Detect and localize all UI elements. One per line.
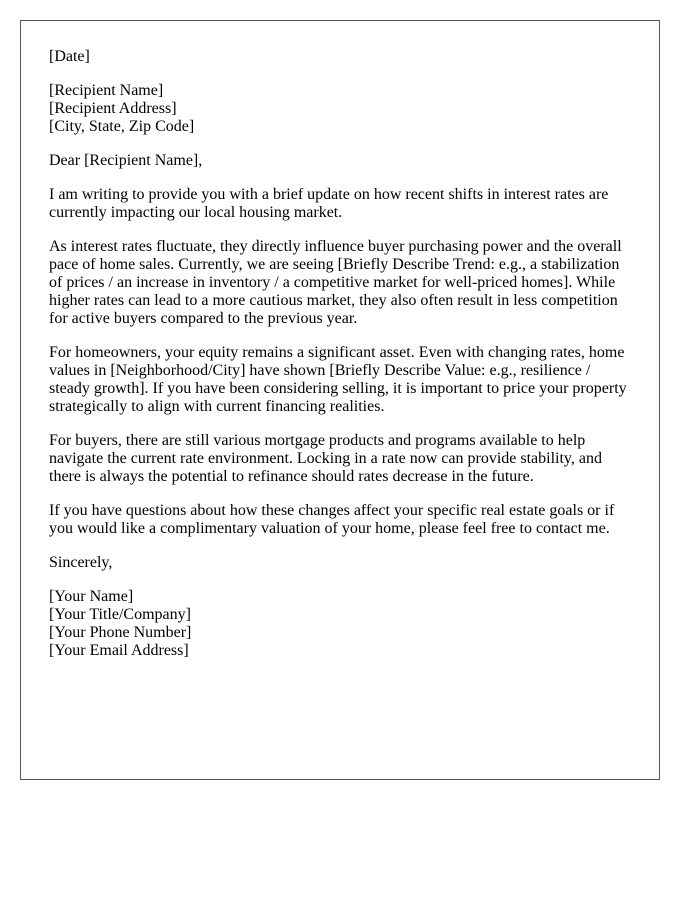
text-line: strategically to align with current financing realities. [49,398,385,415]
paragraph-homeowners [49,344,659,416]
paragraph-intro [49,186,659,222]
recipient-name: [Recipient Name] [49,82,164,99]
text-line: If you have questions about how these changes affect your specific real estate goals or if [49,502,615,519]
sender-title-company: [Your Title/Company] [49,606,191,623]
text-line: For buyers, there are still various mortgage products and programs available to help [49,432,586,449]
text-line: of prices / an increase in inventory / a competitive market for well-priced homes]. While [49,274,616,291]
salutation: Dear [Recipient Name], [49,152,203,169]
text-line: higher rates can lead to a more cautious market, they also often result in less competition [49,292,618,309]
text-line: pace of home sales. Currently, we are seeing [Briefly Describe Trend: e.g., a stabilization [49,256,620,273]
text-line: For homeowners, your equity remains a significant asset. Even with changing rates, home [49,344,625,361]
sender-email: [Your Email Address] [49,642,189,659]
text-line: steady growth]. If you have been considering selling, it is important to price your property [49,380,627,397]
letter-page [20,20,660,780]
recipient-address: [Recipient Address] [49,100,177,117]
text-line: I am writing to provide you with a brief update on how recent shifts in interest rates are [49,186,609,203]
text-line: As interest rates fluctuate, they directly influence buyer purchasing power and the overall [49,238,622,255]
sender-name: [Your Name] [49,588,134,605]
text-line: there is always the potential to refinance should rates decrease in the future. [49,468,534,485]
text-line: you would like a complimentary valuation of your home, please feel free to contact me. [49,520,610,537]
paragraph-buyers [49,432,659,486]
signature-block [49,588,659,660]
sender-phone: [Your Phone Number] [49,624,192,641]
text-line: navigate the current rate environment. Locking in a rate now can provide stability, and [49,450,602,467]
recipient-block [49,82,659,136]
recipient-city-state-zip: [City, State, Zip Code] [49,118,195,135]
date: [Date] [49,48,90,65]
paragraph-contact [49,502,659,538]
paragraph-rates [49,238,659,328]
text-line: for active buyers compared to the previous year. [49,310,358,327]
text-line: values in [Neighborhood/City] have shown [Briefly Describe Value: e.g., resilience / [49,362,591,379]
closing: Sincerely, [49,554,113,571]
text-line: currently impacting our local housing market. [49,204,343,221]
